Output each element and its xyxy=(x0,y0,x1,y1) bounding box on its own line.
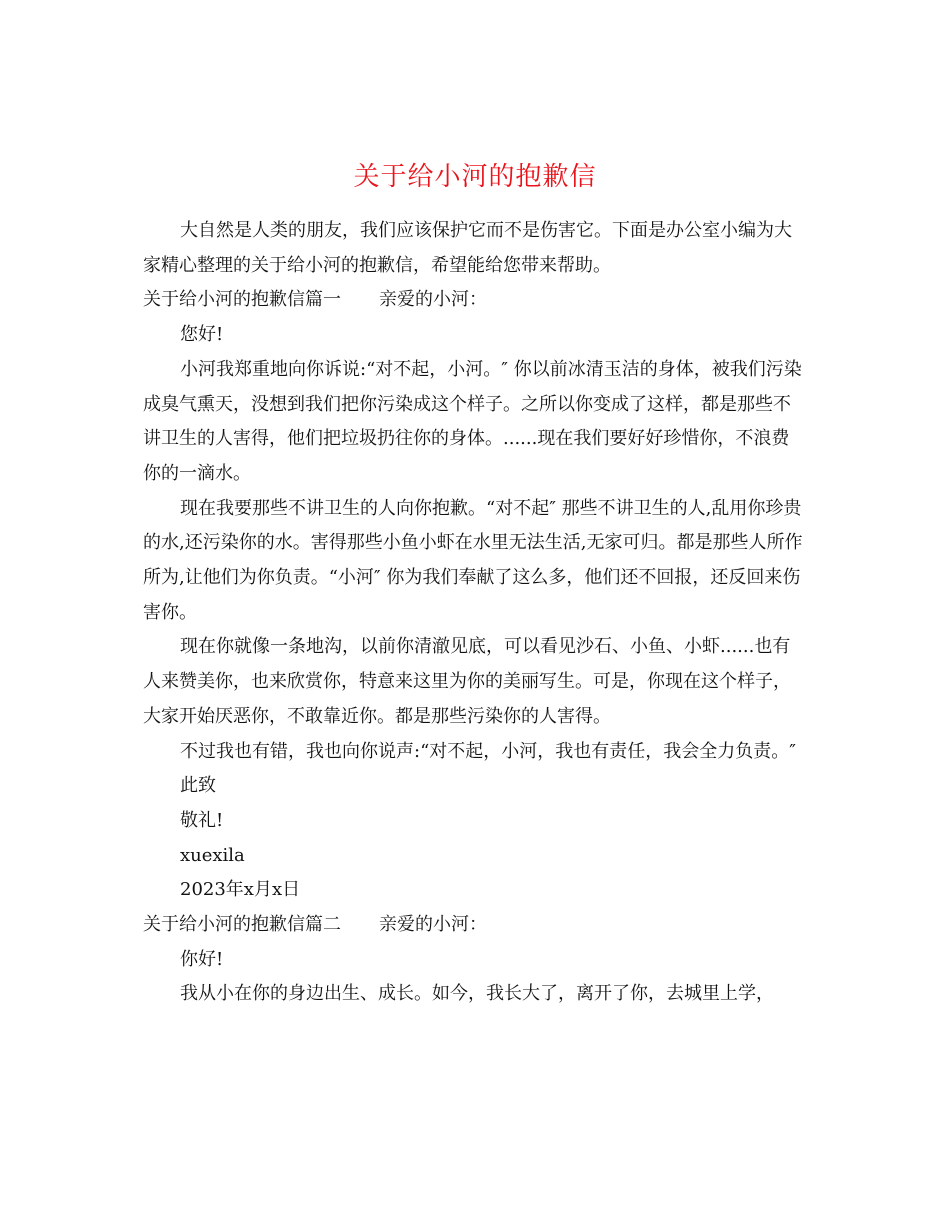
letter1-closing-1: 此致 xyxy=(180,775,216,797)
letter1-signature: xuexila xyxy=(180,844,245,866)
letter1-paragraph: 小河我郑重地向你诉说:“对不起，小河。″ 你以前冰清玉洁的身体，被我们污染成臭气熏天，没想到我们把你污染成这个样子。之所以你变成了这样，都是那些不讲卫生的人害得，他们把垃圾扔往你的身体。......现在我们要好好珍惜你，不浪费你的一滴水。 xyxy=(143,358,802,484)
letter2-paragraph: 我从小在你的身边出生、成长。如今，我长大了，离开了你，去城里上学， xyxy=(180,983,774,1005)
letter1-greeting: 您好! xyxy=(180,324,224,346)
letter1-paragraph: 现在你就像一条地沟，以前你清澈见底，可以看见沙石、小鱼、小虾......也有人来赞美你，也来欣赏你，特意来这里为你的美丽写生。可是，你现在这个样子，大家开始厌恶你，不敢靠近你。都是那些污染你的人害得。 xyxy=(143,636,791,727)
letter1-heading-line xyxy=(143,283,807,318)
letter1-paragraph: 不过我也有错，我也向你说声:“对不起，小河，我也有责任，我会全力负责。″ xyxy=(180,740,796,762)
letter1-salutation: 亲爱的小河： xyxy=(379,289,487,311)
letter1-date: 2023年x月x日 xyxy=(180,879,301,901)
letter2-salutation: 亲爱的小河： xyxy=(379,914,487,936)
letter2-heading: 关于给小河的抱歉信篇二 xyxy=(143,914,341,936)
letter2-heading-line xyxy=(143,908,807,943)
intro-paragraph: 大自然是人类的朋友，我们应该保护它而不是伤害它。下面是办公室小编为大家精心整理的关于给小河的抱歉信，希望能给您带来帮助。 xyxy=(143,220,792,276)
document-title: 关于给小河的抱歉信 xyxy=(353,162,597,193)
document-body xyxy=(143,214,807,1012)
letter1-paragraph: 现在我要那些不讲卫生的人向你抱歉。“对不起″ 那些不讲卫生的人,乱用你珍贵的水,还污染你的水。害得那些小鱼小虾在水里无法生活,无家可归。都是那些人所作所为,让他们为你负责。“小河″ 你为我们奉献了这么多，他们还不回报，还反回来伤害你。 xyxy=(143,497,803,623)
letter1-heading: 关于给小河的抱歉信篇一 xyxy=(143,289,341,311)
letter1-closing-2: 敬礼! xyxy=(180,809,224,831)
letter2-greeting: 你好! xyxy=(180,948,224,970)
